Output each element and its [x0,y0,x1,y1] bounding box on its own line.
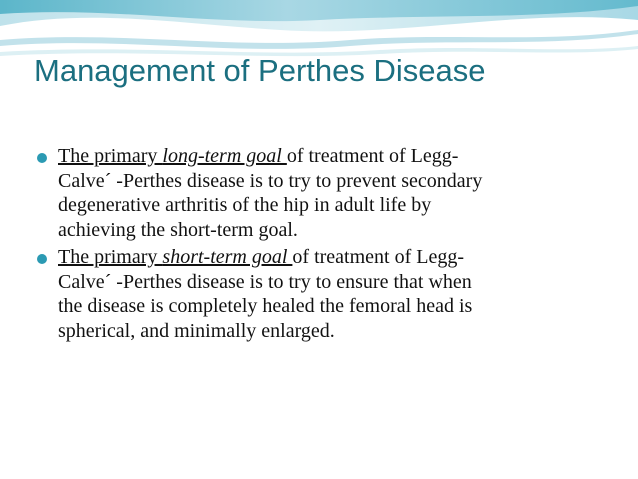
header-wave-decoration [0,0,638,60]
bullet-line: achieving the short-term goal. [58,218,298,241]
bullet-line: degenerative arthritis of the hip in adult life by [58,194,432,216]
bullet-dot-icon [37,153,47,163]
emphasis-text: long-term goal [162,145,287,167]
line-text: of treatment of Legg- [292,246,464,268]
lead-text: The primary [58,246,163,268]
slide-title: Management of Perthes Disease [34,53,486,88]
bullet-item [37,144,602,242]
underlined-lead [58,145,287,167]
emphasis-text: short-term goal [162,246,293,268]
bullet-line [58,245,602,270]
bullet-line: Calve´ -Perthes disease is to try to prevent secondary [58,169,483,192]
bullet-line: Calve´ -Perthes disease is to try to ensure that when [58,270,472,293]
lead-text: The primary [58,145,163,167]
bullet-line: the disease is completely healed the femoral head is [58,295,473,317]
bullet-item [37,245,602,343]
bullet-list [37,144,602,346]
bullet-line [58,144,602,169]
bullet-dot-icon [37,254,47,264]
line-text: of treatment of Legg- [286,145,459,167]
underlined-lead [58,246,292,268]
bullet-line: spherical, and minimally enlarged. [58,319,335,342]
